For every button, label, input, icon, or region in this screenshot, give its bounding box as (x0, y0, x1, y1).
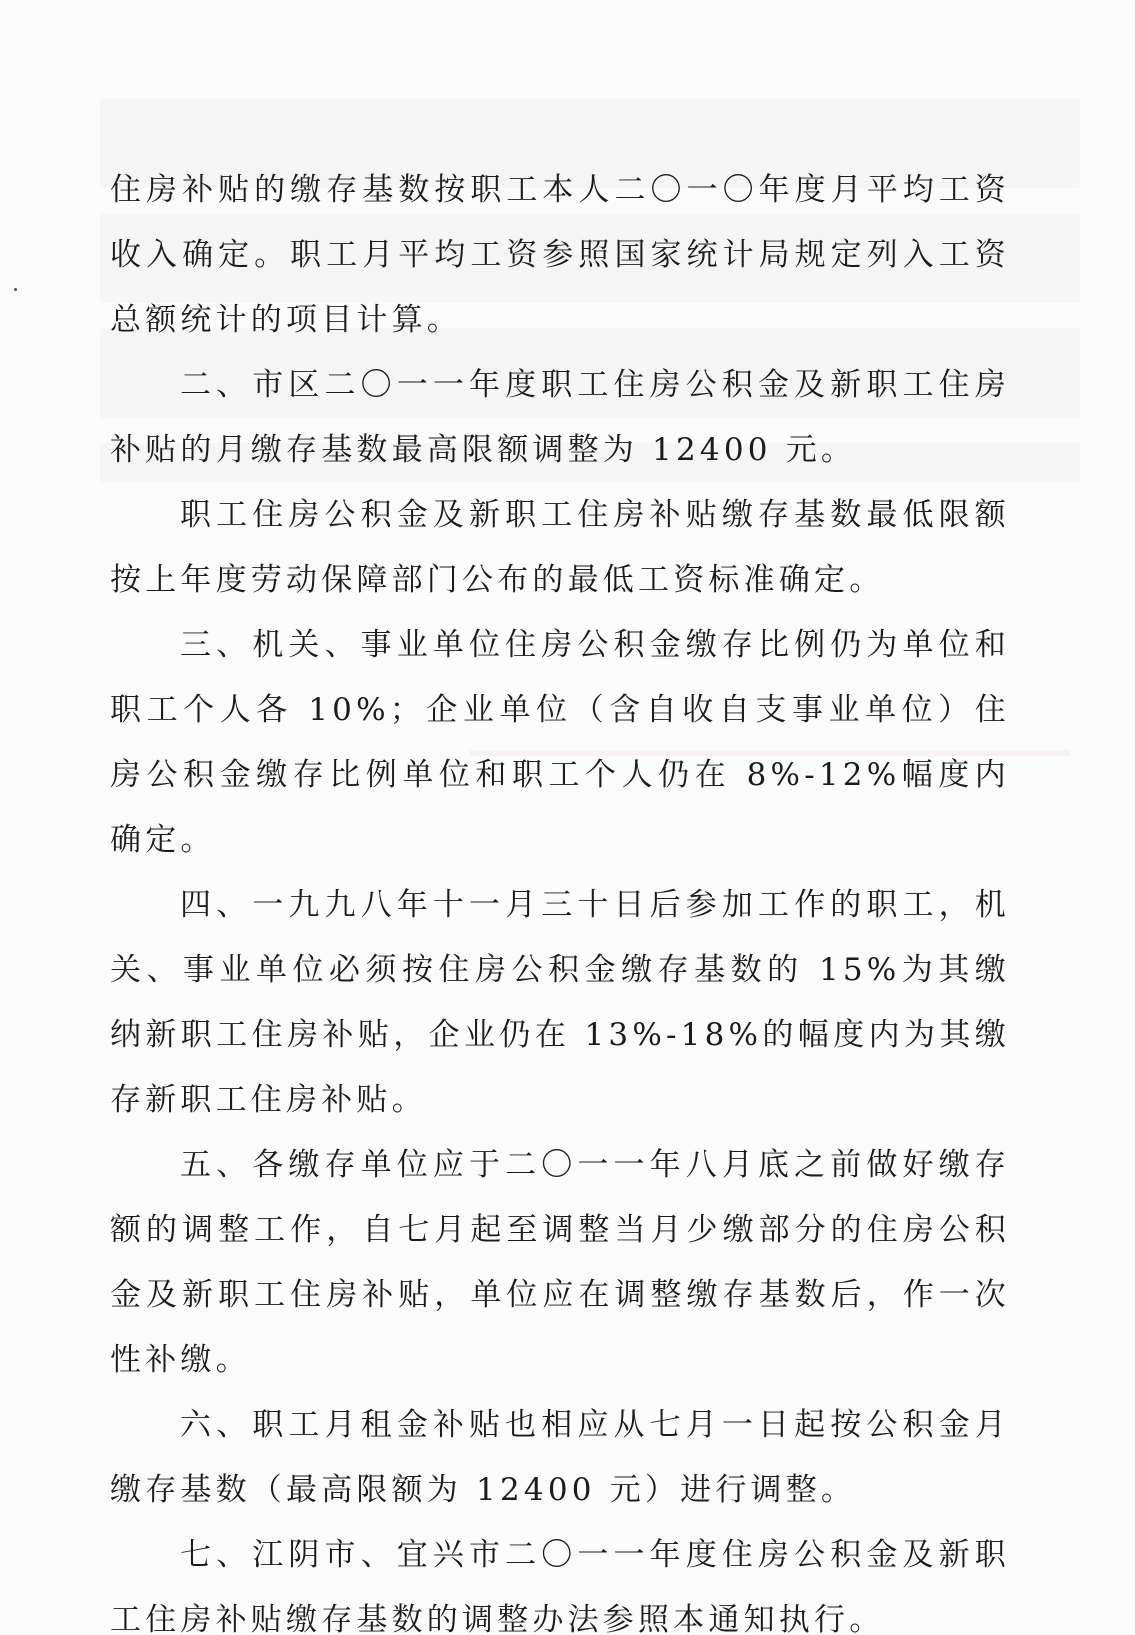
paragraph-item-3: 三、机关、事业单位住房公积金缴存比例仍为单位和职工个人各 10%；企业单位（含自收自支事业单位）住房公积金缴存比例单位和职工个人仍在 8%-12%幅度内确定。 (110, 627, 1010, 858)
paragraph-item-2: 二、市区二〇一一年度职工住房公积金及新职工住房补贴的月缴存基数最高限额调整为 12400 元。 (110, 367, 1010, 468)
document-body (110, 158, 1010, 1635)
scan-speck (14, 288, 17, 291)
paragraph-continuation: 住房补贴的缴存基数按职工本人二〇一〇年度月平均工资收入确定。职工月平均工资参照国家统计局规定列入工资总额统计的项目计算。 (110, 172, 1010, 338)
paragraph-item-5: 五、各缴存单位应于二〇一一年八月底之前做好缴存额的调整工作，自七月起至调整当月少缴部分的住房公积金及新职工住房补贴，单位应在调整缴存基数后，作一次性补缴。 (110, 1147, 1010, 1378)
paragraph-minimum-base: 职工住房公积金及新职工住房补贴缴存基数最低限额按上年度劳动保障部门公布的最低工资标准确定。 (110, 497, 1010, 598)
paragraph-item-7: 七、江阴市、宜兴市二〇一一年度住房公积金及新职工住房补贴缴存基数的调整办法参照本通知执行。 (110, 1537, 1010, 1635)
paragraph-item-6: 六、职工月租金补贴也相应从七月一日起按公积金月缴存基数（最高限额为 12400 元）进行调整。 (110, 1407, 1010, 1508)
paragraph-item-4: 四、一九九八年十一月三十日后参加工作的职工，机关、事业单位必须按住房公积金缴存基数的 15%为其缴纳新职工住房补贴，企业仍在 13%-18%的幅度内为其缴存新职工住房补贴。 (110, 887, 1010, 1118)
